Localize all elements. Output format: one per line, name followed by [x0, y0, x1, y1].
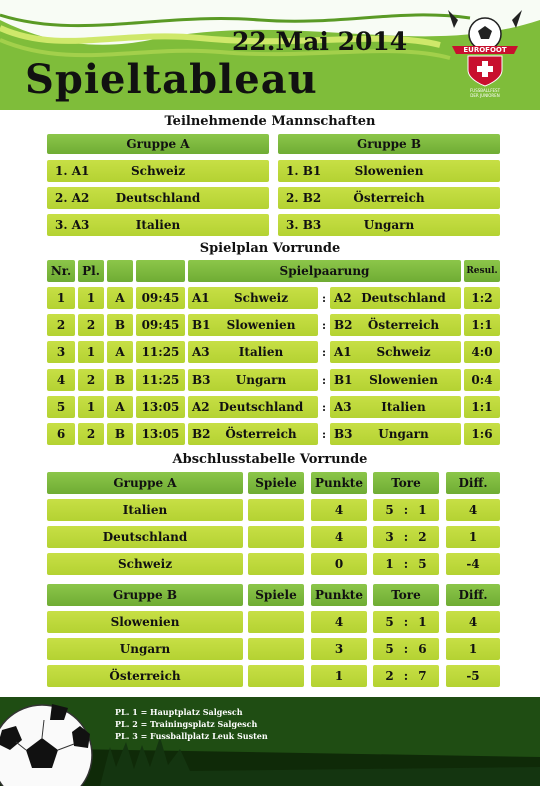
match-separator: : — [321, 373, 327, 387]
logo-sub-line2: DER JUNIOREN — [470, 93, 500, 98]
match-pitch: 2 — [78, 423, 104, 445]
home-code: A1 — [192, 291, 210, 305]
team-name: Slowenien — [354, 164, 424, 178]
goals-for: 3 — [385, 530, 394, 544]
match-nr: 4 — [47, 369, 75, 391]
team-code: 1. A1 — [55, 164, 90, 178]
match-group: B — [107, 314, 133, 336]
away-code: B3 — [334, 427, 353, 441]
match-time: 09:45 — [136, 287, 185, 309]
logo-name: EUROFOOT — [463, 46, 507, 54]
standings-tore — [373, 499, 439, 521]
standings-team: Ungarn — [47, 638, 243, 660]
away-team: Schweiz — [376, 345, 431, 359]
col-header-result: Resul. — [464, 260, 500, 282]
col-header-spiele: Spiele — [248, 472, 304, 494]
goals-separator: : — [403, 503, 409, 517]
logo-subtitle — [440, 88, 530, 98]
standings-punkte: 4 — [311, 499, 367, 521]
match-separator: : — [321, 400, 327, 414]
team-code: 3. B3 — [286, 218, 322, 232]
match-group: A — [107, 396, 133, 418]
goals-separator: : — [403, 557, 409, 571]
match-home — [188, 287, 318, 309]
team-row — [47, 214, 269, 236]
team-name: Schweiz — [130, 164, 186, 178]
match-result: 4:0 — [464, 341, 500, 363]
away-code: A2 — [334, 291, 352, 305]
away-code: B2 — [334, 318, 353, 332]
group-b-header: Gruppe B — [278, 134, 500, 154]
col-header-pl: Pl. — [78, 260, 104, 282]
away-team: Italien — [381, 400, 426, 414]
team-row — [47, 187, 269, 209]
col-header-pairing: Spielpaarung — [188, 260, 461, 282]
standings-diff: 1 — [446, 638, 500, 660]
goals-for: 1 — [385, 557, 394, 571]
away-team: Slowenien — [369, 373, 438, 387]
standings-tore — [373, 638, 439, 660]
soccer-ball-icon — [0, 700, 107, 786]
standings-tore — [373, 526, 439, 548]
away-code: A1 — [334, 345, 352, 359]
match-pitch: 2 — [78, 369, 104, 391]
match-result: 1:1 — [464, 314, 500, 336]
standings-group-header: Gruppe A — [47, 472, 243, 494]
legend-line: PL. 3 = Fussballplatz Leuk Susten — [115, 731, 268, 741]
logo-sub-line1: FUSSBALLFEST — [469, 88, 501, 93]
col-header-time — [136, 260, 185, 282]
home-team: Österreich — [225, 427, 297, 441]
match-nr: 1 — [47, 287, 75, 309]
col-header-punkte: Punkte — [311, 584, 367, 606]
match-separator: : — [321, 427, 327, 441]
home-code: A2 — [192, 400, 210, 414]
team-row — [278, 214, 500, 236]
goals-against: 7 — [418, 669, 427, 683]
standings-team: Slowenien — [47, 611, 243, 633]
standings-spiele — [248, 553, 304, 575]
match-group: A — [107, 341, 133, 363]
legend-line: PL. 2 = Trainingsplatz Salgesch — [115, 719, 258, 729]
standings-diff: 4 — [446, 499, 500, 521]
team-name: Ungarn — [363, 218, 415, 232]
match-away — [330, 341, 461, 363]
match-away — [330, 314, 461, 336]
goals-for: 2 — [385, 669, 394, 683]
match-away — [330, 396, 461, 418]
standings-diff: -5 — [446, 665, 500, 687]
standings-tore — [373, 665, 439, 687]
match-result: 1:6 — [464, 423, 500, 445]
goals-against: 1 — [418, 615, 427, 629]
match-home — [188, 396, 318, 418]
col-header-punkte: Punkte — [311, 472, 367, 494]
goals-separator: : — [403, 615, 409, 629]
col-header-nr: Nr. — [47, 260, 75, 282]
standings-spiele — [248, 499, 304, 521]
home-team: Italien — [238, 345, 284, 359]
match-nr: 2 — [47, 314, 75, 336]
match-away — [330, 423, 461, 445]
col-header-tore: Tore — [373, 584, 439, 606]
standings-spiele — [248, 611, 304, 633]
match-time: 11:25 — [136, 369, 185, 391]
home-team: Slowenien — [226, 318, 296, 332]
match-away — [330, 287, 461, 309]
col-header-spiele: Spiele — [248, 584, 304, 606]
home-code: B2 — [192, 427, 211, 441]
match-separator: : — [321, 291, 327, 305]
match-group: B — [107, 369, 133, 391]
home-team: Schweiz — [233, 291, 289, 305]
standings-punkte: 4 — [311, 526, 367, 548]
standings-tore — [373, 611, 439, 633]
standings-spiele — [248, 526, 304, 548]
standings-punkte: 0 — [311, 553, 367, 575]
col-header-group — [107, 260, 133, 282]
match-pitch: 1 — [78, 341, 104, 363]
goals-for: 5 — [385, 503, 394, 517]
standings-diff: -4 — [446, 553, 500, 575]
team-row — [278, 160, 500, 182]
page-title: Spieltableau — [25, 56, 318, 103]
standings-diff: 4 — [446, 611, 500, 633]
away-code: B1 — [334, 373, 353, 387]
away-code: A3 — [334, 400, 352, 414]
away-team: Deutschland — [361, 291, 446, 305]
match-time: 09:45 — [136, 314, 185, 336]
legend-line: PL. 1 = Hauptplatz Salgesch — [115, 707, 243, 717]
match-result: 1:2 — [464, 287, 500, 309]
teams-section-title: Teilnehmende Mannschaften — [164, 114, 376, 129]
home-code: B3 — [192, 373, 211, 387]
home-code: A3 — [192, 345, 210, 359]
match-group: B — [107, 423, 133, 445]
goals-separator: : — [403, 642, 409, 656]
match-separator: : — [321, 318, 327, 332]
standings-punkte: 1 — [311, 665, 367, 687]
goals-against: 6 — [418, 642, 427, 656]
standings-spiele — [248, 665, 304, 687]
group-a-header: Gruppe A — [47, 134, 269, 154]
eurofoot-logo — [440, 10, 530, 102]
goals-against: 2 — [418, 530, 427, 544]
match-home — [188, 423, 318, 445]
col-header-diff: Diff. — [446, 472, 500, 494]
col-header-tore: Tore — [373, 472, 439, 494]
match-time: 11:25 — [136, 341, 185, 363]
home-team: Deutschland — [218, 400, 304, 414]
away-team: Ungarn — [378, 427, 429, 441]
match-away — [330, 369, 461, 391]
match-time: 13:05 — [136, 423, 185, 445]
goals-separator: : — [403, 530, 409, 544]
match-pitch: 2 — [78, 314, 104, 336]
standings-tore — [373, 553, 439, 575]
standings-punkte: 4 — [311, 611, 367, 633]
standings-spiele — [248, 638, 304, 660]
match-home — [188, 314, 318, 336]
schedule-section-title: Spielplan Vorrunde — [199, 241, 341, 256]
match-nr: 6 — [47, 423, 75, 445]
standings-diff: 1 — [446, 526, 500, 548]
match-home — [188, 369, 318, 391]
team-row — [278, 187, 500, 209]
team-code: 1. B1 — [286, 164, 322, 178]
team-code: 3. A3 — [55, 218, 90, 232]
goals-separator: : — [403, 669, 409, 683]
standings-section-title: Abschlusstabelle Vorrunde — [172, 452, 368, 467]
team-name: Österreich — [353, 191, 425, 205]
away-team: Österreich — [367, 318, 440, 332]
match-pitch: 1 — [78, 396, 104, 418]
standings-group-header: Gruppe B — [47, 584, 243, 606]
match-separator: : — [321, 345, 327, 359]
match-result: 0:4 — [464, 369, 500, 391]
team-code: 2. A2 — [55, 191, 90, 205]
standings-team: Italien — [47, 499, 243, 521]
standings-team: Deutschland — [47, 526, 243, 548]
team-row — [47, 160, 269, 182]
home-team: Ungarn — [235, 373, 287, 387]
goals-against: 1 — [418, 503, 427, 517]
match-time: 13:05 — [136, 396, 185, 418]
header-banner — [0, 0, 540, 110]
team-name: Italien — [135, 218, 181, 232]
match-group: A — [107, 287, 133, 309]
match-nr: 5 — [47, 396, 75, 418]
event-date: 22.Mai 2014 — [232, 27, 408, 56]
match-home — [188, 341, 318, 363]
team-code: 2. B2 — [286, 191, 322, 205]
col-header-diff: Diff. — [446, 584, 500, 606]
goals-for: 5 — [385, 615, 394, 629]
standings-punkte: 3 — [311, 638, 367, 660]
home-code: B1 — [192, 318, 211, 332]
goals-against: 5 — [418, 557, 427, 571]
team-name: Deutschland — [115, 191, 201, 205]
standings-team: Österreich — [47, 665, 243, 687]
goals-for: 5 — [385, 642, 394, 656]
match-pitch: 1 — [78, 287, 104, 309]
match-result: 1:1 — [464, 396, 500, 418]
match-nr: 3 — [47, 341, 75, 363]
standings-team: Schweiz — [47, 553, 243, 575]
